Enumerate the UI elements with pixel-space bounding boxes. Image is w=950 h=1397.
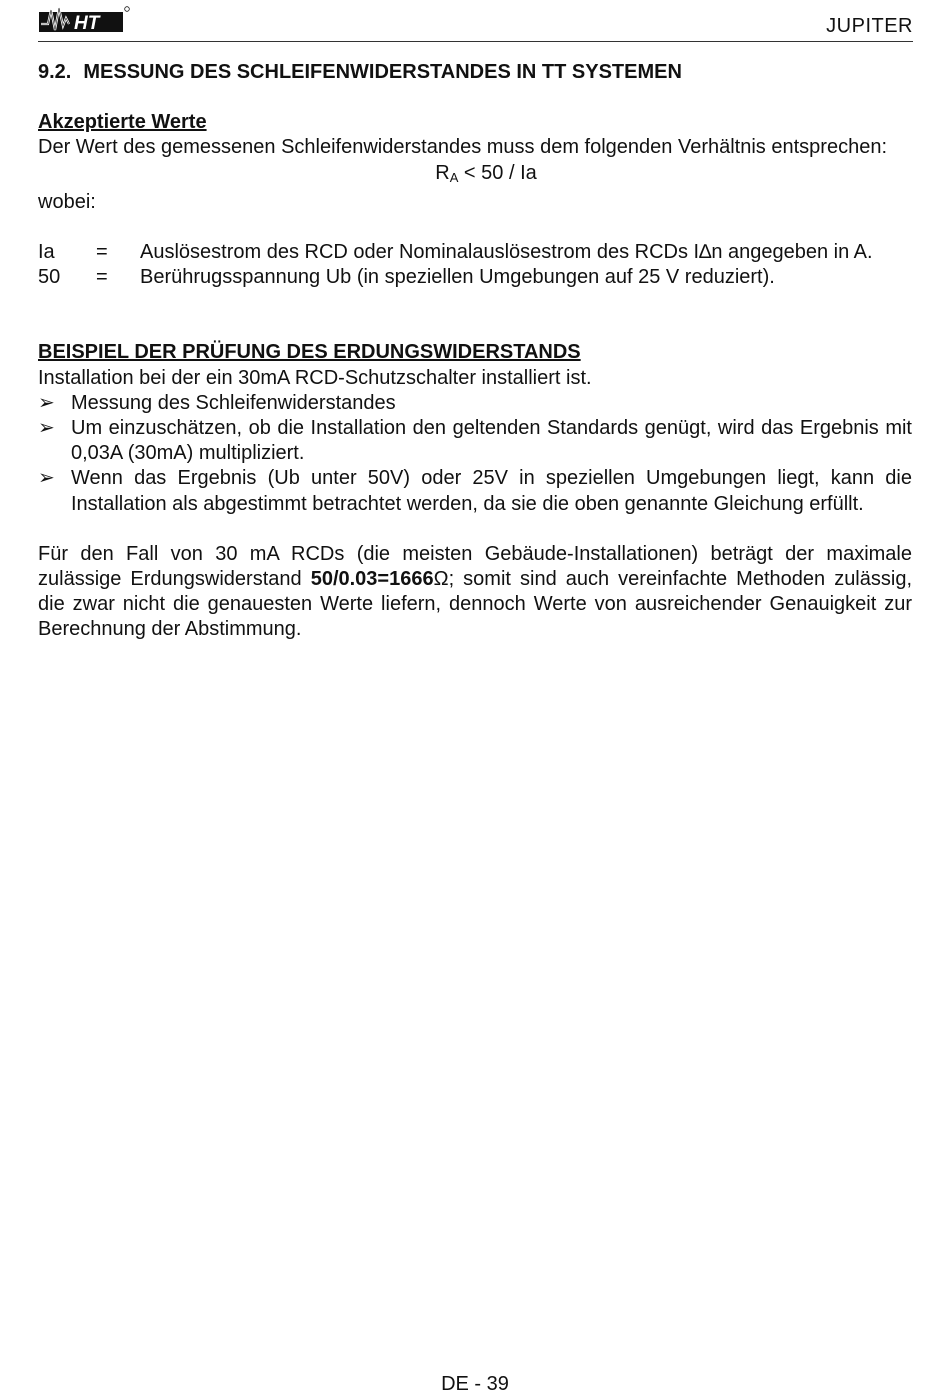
example-heading: BEISPIEL DER PRÜFUNG DES ERDUNGSWIDERSTANDS <box>38 341 581 364</box>
bullet-text: Um einzuschätzen, ob die Installation den geltenden Standards genügt, wird das Ergebnis mit 0,03A (30mA) multipliziert. <box>71 417 912 465</box>
section-title <box>38 60 912 85</box>
section-number: 9.2. <box>38 61 72 83</box>
list-item <box>38 391 912 416</box>
bullet-text: Messung des Schleifenwiderstandes <box>71 391 396 414</box>
closing-part2: ; somit sind auch vereinfachte Methoden zulässig, die zwar nicht die genauesten Werte liefern, dennoch Werte von ausreichender Genauigkeit zur Berechnung der Abstimmung. <box>38 568 912 641</box>
formula-subscript: A <box>449 169 459 185</box>
example-bullet-list <box>38 391 912 517</box>
ht-logo <box>38 4 130 34</box>
bullet-text: Wenn das Ergebnis (Ub unter 50V) oder 25V in speziellen Umgebungen liegt, kann die Installation als abgestimmt betrachtet werden, da sie die oben genannte Gleichung erfüllt. <box>71 467 912 515</box>
definition-text: Auslösestrom des RCD oder Nominalauslösestrom des RCDs I∆n angegeben in A. <box>140 241 873 264</box>
definition-text: Berührugsspannung Ub (in speziellen Umgebungen auf 25 V reduziert). <box>140 266 775 289</box>
example-intro: Installation bei der ein 30mA RCD-Schutzschalter installiert ist. <box>38 366 592 389</box>
formula-r: R <box>435 161 450 184</box>
definition-symbol: Ia <box>38 241 55 264</box>
accepted-values-heading: Akzeptierte Werte <box>38 111 207 134</box>
product-name: JUPITER <box>826 15 913 37</box>
definition-row <box>38 240 912 265</box>
arrowhead-bullet-icon: ➢ <box>38 417 55 440</box>
formula <box>38 161 912 190</box>
definition-equals: = <box>96 266 108 289</box>
arrowhead-bullet-icon: ➢ <box>38 467 55 490</box>
list-item <box>38 416 912 466</box>
wobei-label: wobei: <box>38 190 96 213</box>
definition-symbol: 50 <box>38 266 61 289</box>
omega-symbol: Ω <box>433 568 449 591</box>
formula-rest: < 50 / Ia <box>458 161 537 184</box>
arrowhead-bullet-icon: ➢ <box>38 391 55 414</box>
logo-text: HT <box>74 13 100 34</box>
closing-paragraph <box>38 542 912 643</box>
closing-part1: Für den Fall von 30 mA RCDs (die meisten Gebäude-Installationen) beträgt der maximale zulässige Erdungswiderstand <box>38 542 912 591</box>
accepted-intro: Der Wert des gemessenen Schleifenwiderstandes muss dem folgenden Verhältnis entsprechen: <box>38 136 887 159</box>
closing-bold-value: 50/0.03=1666 <box>310 568 434 591</box>
page-number: DE - 39 <box>441 1373 509 1395</box>
page-content <box>38 60 912 643</box>
page-header <box>38 0 913 42</box>
definition-row <box>38 265 912 290</box>
definition-equals: = <box>96 241 108 264</box>
section-title-text: MESSUNG DES SCHLEIFENWIDERSTANDES IN TT SYSTEMEN <box>83 61 682 83</box>
list-item <box>38 466 912 516</box>
